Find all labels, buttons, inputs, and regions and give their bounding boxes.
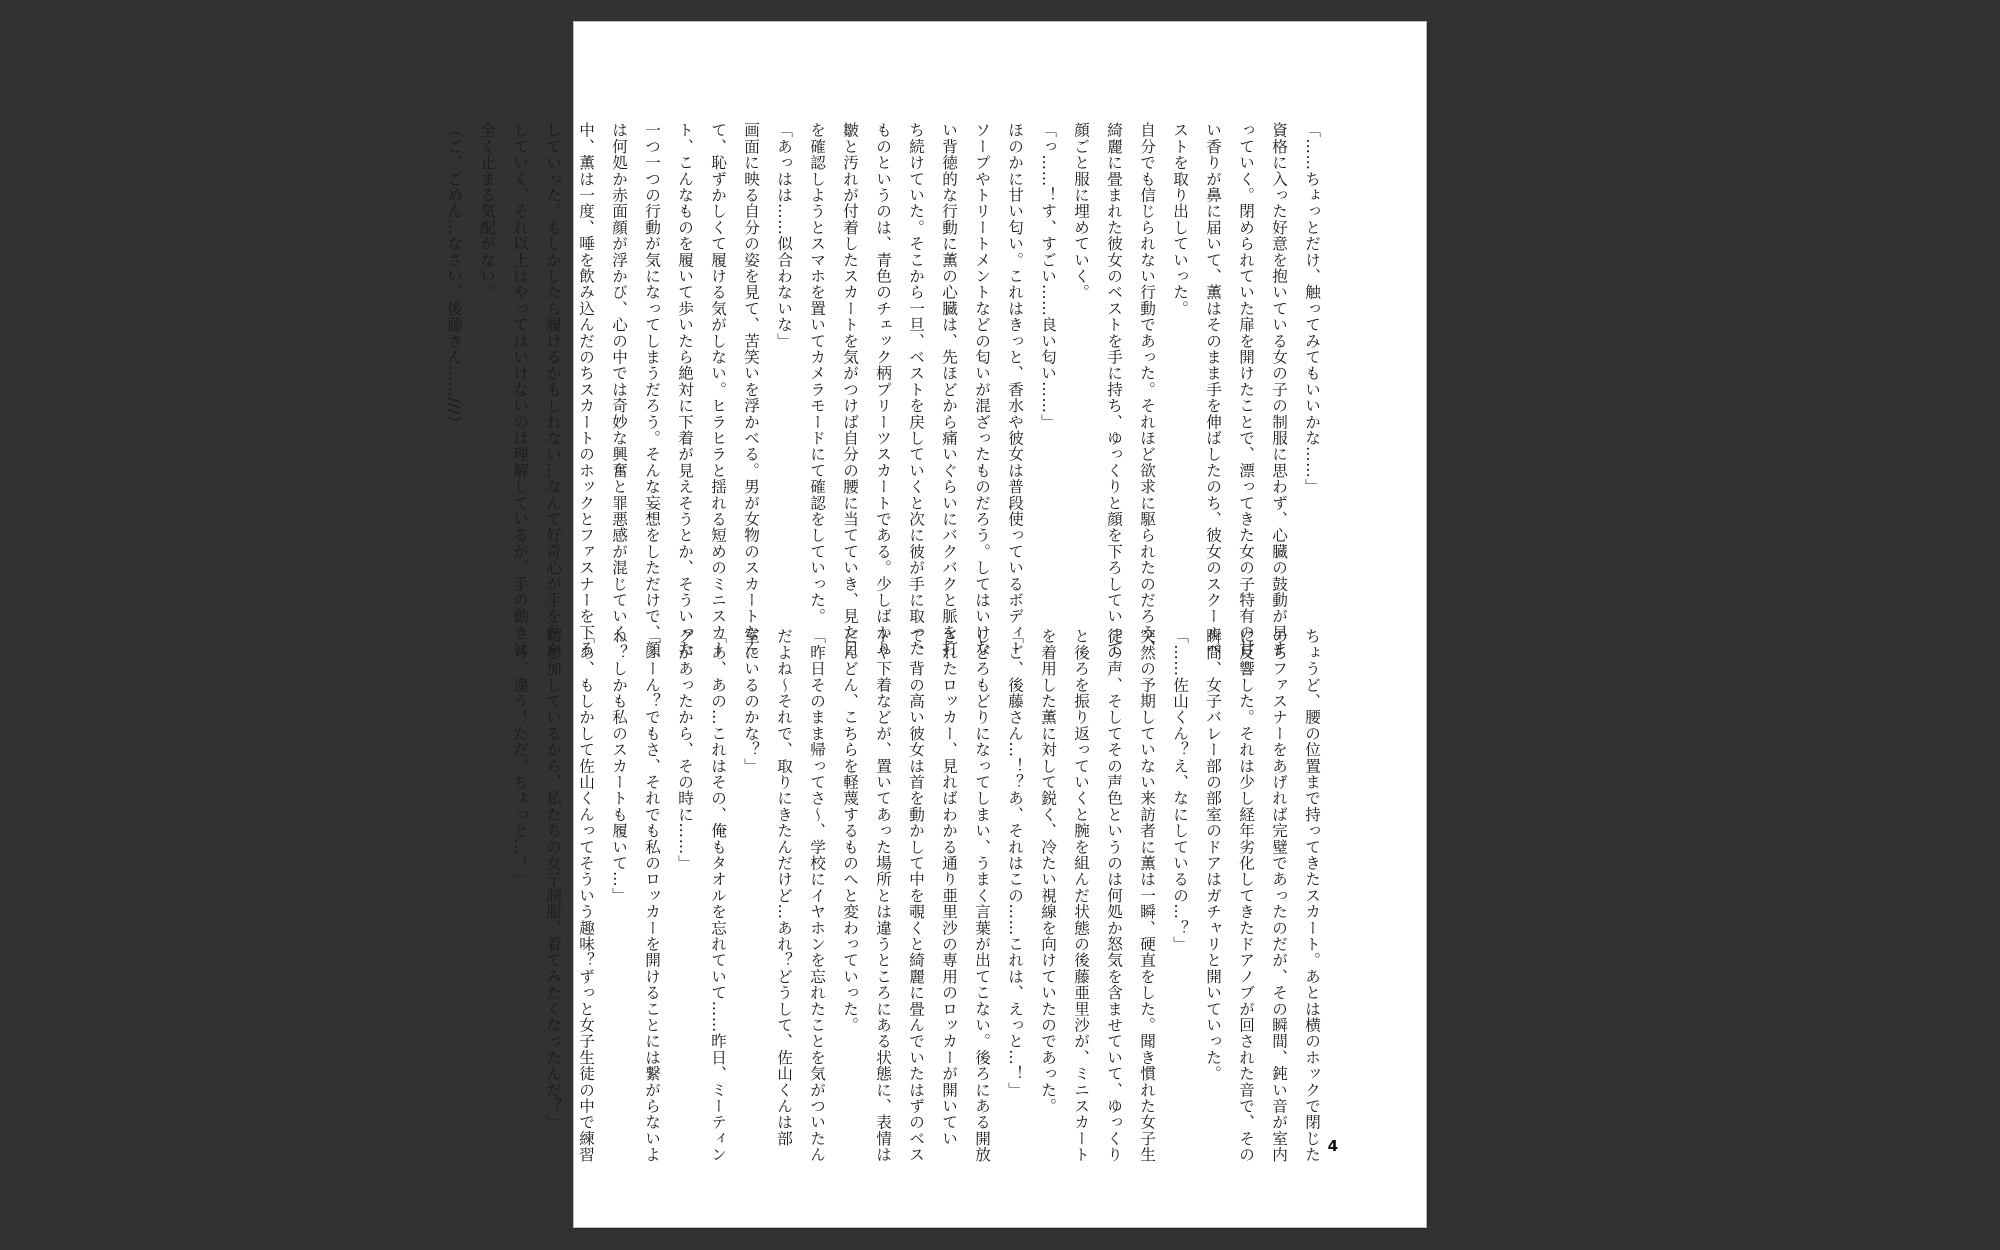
text-line: 資格に入った好意を抱いている女の子の制服に思わず、心臓の鼓動が早ま	[1270, 122, 1288, 657]
text-line: 「ち、違う！ただ、ちょっと…！」	[511, 628, 529, 888]
text-line: 中、薫は一度、唾を飲み込んだのちスカートのホックとファスナーを下ろ	[577, 122, 595, 657]
lower-text-section	[503, 628, 1328, 1163]
text-line: 画面に映る自分の姿を見て、苦笑いを浮かべる。男が女物のスカートなん	[742, 122, 760, 657]
text-line: に参加しているから、私たちの女子制服、着てみたくなったんだ？」	[544, 628, 562, 1131]
text-line: していった。もしかしたら履けるかもしれない…なんて好奇心が手を動か	[544, 122, 562, 657]
text-line: 一つ一つの行動が気になってしまうだろう。そんな妄想をしただけで、顔	[643, 122, 661, 657]
text-line: ほのかに甘い匂い。これはきっと、香水や彼女は普段使っているボディー	[1006, 122, 1024, 657]
document-page	[445, 22, 1426, 1227]
text-line: されたロッカー、見ればわかる通り亜里沙の専用のロッカーが開いてい	[940, 628, 958, 1147]
text-line: のちファスナーをあげれば完璧であったのだが、その瞬間、鈍い音が室内	[1270, 628, 1288, 1163]
text-line: トや下着などが、置いてあった場所とは違うところにある状態に、表情は	[874, 628, 892, 1163]
text-line: て、恥ずかしくて履ける気がしない。ヒラヒラと揺れる短めのミニスカー	[709, 122, 727, 657]
text-line: っていく。閉められていた扉を開けたことで、漂ってきた女の子特有の甘	[1237, 122, 1255, 657]
text-line: 全く止まる気配がない。	[478, 122, 496, 301]
upper-text-section	[437, 122, 1328, 657]
text-line: ト、こんなものを履いて歩いたら絶対に下着が見えそうとか、そういった	[676, 122, 694, 657]
text-line: て、背の高い彼女は首を動かして中を覗くと綺麗に畳んでいたはずのベス	[907, 628, 925, 1163]
text-line: 皺と汚れが付着したスカートを気がつけば自分の腰に当てていき、見た目	[841, 122, 859, 657]
text-line: 顔ごと服に埋めていく。	[1072, 122, 1090, 301]
text-line: （ご、ごめん…なさい、後藤さん……///）	[445, 122, 463, 432]
text-line: ストを取り出していった。	[1171, 122, 1189, 317]
text-line: 徒の声、そしてその声色というのは何処か怒気を含ませていて、ゆっくり	[1105, 628, 1123, 1163]
text-line: ソープやトリートメントなどの匂いが混ざったものだろう。してはいけな	[973, 122, 991, 657]
text-line: 「ふーん？でもさ、それでも私のロッカーを開けることには繋がらないよ	[643, 628, 661, 1163]
text-line: しどろもどりになってしまい、うまく言葉が出てこない。後ろにある開放	[973, 628, 991, 1163]
text-line: い背徳的な行動に薫の心臓は、先ほどから痛いぐらいにバクバクと脈を打	[940, 122, 958, 657]
text-line: は何処か赤面顔が浮かび、心の中では奇妙な興奮と罪悪感が混じていく	[610, 122, 628, 641]
text-line: 綺麗に畳まれた彼女のベストを手に持ち、ゆっくりと顔を下ろしていって	[1105, 122, 1123, 657]
text-line: していく、それ以上はやってはいけないのは理解しているが、手の動きは	[511, 122, 529, 657]
text-line: と後ろを振り返っていくと腕を組んだ状態の後藤亜里沙が、ミニスカート	[1072, 628, 1090, 1163]
text-line: 「あっはは……似合わないな」	[775, 122, 793, 349]
text-line: を着用した薫に対して鋭く、冷たい視線を向けていたのであった。	[1039, 628, 1057, 1114]
text-line: ものというのは、青色のチェック柄プリーツスカートである。少しばかり	[874, 122, 892, 657]
text-line: い香りが鼻に届いて、薫はそのまま手を伸ばしたのち、彼女のスクールベ	[1204, 122, 1222, 657]
text-line: に反響した。それは少し経年劣化してきたドアノブが回された音で、その	[1237, 628, 1255, 1163]
text-line: を確認しようとスマホを置いてカメラモードにて確認をしていった。	[808, 122, 826, 625]
text-line: ちょうど、腰の位置まで持ってきたスカート。あとは横のホックで閉じた	[1303, 628, 1321, 1163]
text-line: 「ご、後藤さん…！？あ、それはこの……これは、えっと…！」	[1006, 628, 1024, 1098]
text-line: グがあったから、その時に……」	[676, 628, 694, 871]
text-line: 突然の予期していない来訪者に薫は一瞬、硬直をした。聞き慣れた女子生	[1138, 628, 1156, 1163]
text-line: どんどん、こちらを軽蔑するものへと変わっていった。	[841, 628, 859, 1033]
text-line: 「昨日そのまま帰ってさ〜、学校にイヤホンを忘れたことを気がついたん	[808, 628, 826, 1163]
text-line: 「あ、あの…これはその、俺もタオルを忘れていて……昨日、ミーティン	[709, 628, 727, 1163]
text-line: 室にいるのかな？」	[742, 628, 760, 774]
text-line: 「……ちょっとだけ、触ってみてもいいかな……」	[1303, 122, 1321, 495]
text-line: 「……佐山くん？え、なにしているの…？」	[1171, 628, 1189, 952]
text-line: 「っ……！す、すごい……良い匂い……」	[1039, 122, 1057, 430]
text-line: 「あ、もしかして佐山くんってそういう趣味？ずっと女子生徒の中で練習	[577, 628, 595, 1163]
text-line: ち続けていた。そこから一旦、ベストを戻していくと次に彼が手に取った	[907, 122, 925, 657]
page-number: 4	[1327, 1137, 1338, 1155]
text-line: 自分でも信じられない行動であった。それほど欲求に駆られたのだろう、	[1138, 122, 1156, 657]
text-line: 瞬間、女子バレー部の部室のドアはガチャリと開いていった。	[1204, 628, 1222, 1082]
text-line: だよね〜それで、取りにきたんだけど…あれ？どうして、佐山くんは部	[775, 628, 793, 1147]
text-line: ね？しかも私のスカートも履いて…」	[610, 628, 628, 904]
